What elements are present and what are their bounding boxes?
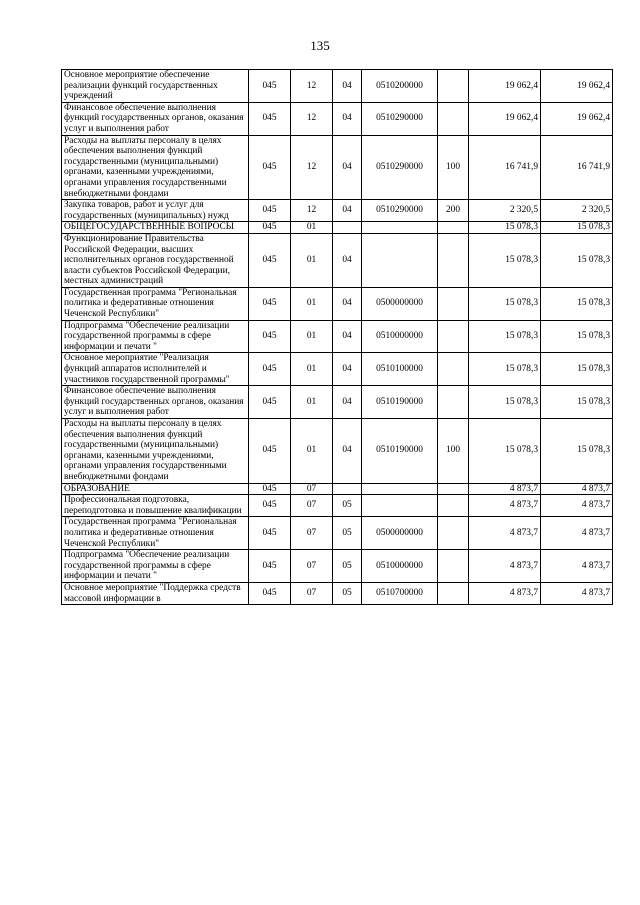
row-expense-type <box>438 233 469 287</box>
row-subsection-code: 04 <box>333 419 362 484</box>
row-gr-code: 045 <box>249 386 291 419</box>
row-sum-1: 19 062,4 <box>469 70 541 103</box>
row-sum-2: 16 741,9 <box>541 135 613 200</box>
row-expense-type <box>438 483 469 495</box>
row-sum-2: 15 078,3 <box>541 233 613 287</box>
row-name: Финансовое обеспечение выполнения функций государственных органов, оказания услуг и выполнения работ <box>62 386 249 419</box>
row-target-article <box>362 495 438 517</box>
row-sum-1: 19 062,4 <box>469 102 541 135</box>
table-row <box>62 550 613 583</box>
row-sum-2: 15 078,3 <box>541 386 613 419</box>
row-subsection-code: 04 <box>333 102 362 135</box>
row-subsection-code: 04 <box>333 386 362 419</box>
table-row <box>62 353 613 386</box>
row-gr-code: 045 <box>249 550 291 583</box>
row-sum-2: 4 873,7 <box>541 495 613 517</box>
row-name: Основное мероприятие "Реализация функций аппаратов исполнителей и участников государственной программы" <box>62 353 249 386</box>
row-sum-2: 4 873,7 <box>541 550 613 583</box>
row-target-article <box>362 222 438 234</box>
row-sum-2: 4 873,7 <box>541 483 613 495</box>
row-name: Государственная программа "Региональная политика и федеративные отношения Чеченской Республики" <box>62 517 249 550</box>
table-row <box>62 200 613 222</box>
row-subsection-code: 05 <box>333 495 362 517</box>
row-name: Расходы на выплаты персоналу в целях обеспечения выполнения функций государственными (муниципальными) органами, казенными учреждениями, органами управления государственными внебюджетными фондами <box>62 135 249 200</box>
table-row <box>62 233 613 287</box>
table-row <box>62 386 613 419</box>
row-subsection-code: 04 <box>333 200 362 222</box>
row-expense-type <box>438 102 469 135</box>
row-expense-type <box>438 582 469 604</box>
row-name: Основное мероприятие обеспечение реализации функций государственных учреждений <box>62 70 249 103</box>
row-name: ОБРАЗОВАНИЕ <box>62 483 249 495</box>
row-section-code: 12 <box>291 102 333 135</box>
row-sum-1: 15 078,3 <box>469 419 541 484</box>
row-name: Закупка товаров, работ и услуг для государственных (муниципальных) нужд <box>62 200 249 222</box>
row-gr-code: 045 <box>249 353 291 386</box>
row-section-code: 01 <box>291 386 333 419</box>
row-section-code: 01 <box>291 222 333 234</box>
row-section-code: 01 <box>291 287 333 320</box>
row-section-code: 07 <box>291 517 333 550</box>
row-target-article <box>362 483 438 495</box>
row-sum-1: 15 078,3 <box>469 353 541 386</box>
row-target-article: 0500000000 <box>362 517 438 550</box>
row-expense-type <box>438 353 469 386</box>
row-target-article: 0510290000 <box>362 102 438 135</box>
row-target-article: 0510700000 <box>362 582 438 604</box>
row-name: Функционирование Правительства Российской Федерации, высших исполнительных органов государственной власти субъектов Российской Федерации, местных администраций <box>62 233 249 287</box>
row-subsection-code: 04 <box>333 353 362 386</box>
row-name: Государственная программа "Региональная политика и федеративные отношения Чеченской Республики" <box>62 287 249 320</box>
row-name: Финансовое обеспечение выполнения функций государственных органов, оказания услуг и выполнения работ <box>62 102 249 135</box>
row-target-article: 0510100000 <box>362 353 438 386</box>
row-sum-2: 15 078,3 <box>541 222 613 234</box>
row-sum-2: 4 873,7 <box>541 517 613 550</box>
table-row <box>62 102 613 135</box>
row-sum-2: 15 078,3 <box>541 353 613 386</box>
row-target-article: 0510190000 <box>362 386 438 419</box>
row-target-article: 0500000000 <box>362 287 438 320</box>
row-section-code: 01 <box>291 353 333 386</box>
row-gr-code: 045 <box>249 233 291 287</box>
row-subsection-code: 04 <box>333 70 362 103</box>
row-section-code: 12 <box>291 70 333 103</box>
table-row <box>62 70 613 103</box>
row-gr-code: 045 <box>249 517 291 550</box>
row-target-article: 0510290000 <box>362 135 438 200</box>
row-sum-1: 4 873,7 <box>469 495 541 517</box>
row-subsection-code: 05 <box>333 517 362 550</box>
table-row <box>62 135 613 200</box>
row-expense-type <box>438 517 469 550</box>
row-target-article <box>362 233 438 287</box>
row-subsection-code: 05 <box>333 550 362 583</box>
row-gr-code: 045 <box>249 483 291 495</box>
row-name: Подпрограмма "Обеспечение реализации государственной программы в сфере информации и печати " <box>62 550 249 583</box>
row-gr-code: 045 <box>249 495 291 517</box>
row-expense-type <box>438 386 469 419</box>
row-sum-1: 4 873,7 <box>469 550 541 583</box>
row-sum-1: 15 078,3 <box>469 222 541 234</box>
table-row <box>62 419 613 484</box>
row-name: ОБЩЕГОСУДАРСТВЕННЫЕ ВОПРОСЫ <box>62 222 249 234</box>
table-row <box>62 517 613 550</box>
row-subsection-code: 04 <box>333 287 362 320</box>
row-sum-1: 4 873,7 <box>469 517 541 550</box>
row-section-code: 07 <box>291 483 333 495</box>
row-section-code: 12 <box>291 135 333 200</box>
row-sum-1: 4 873,7 <box>469 582 541 604</box>
row-name: Профессиональная подготовка, переподготовка и повышение квалификации <box>62 495 249 517</box>
row-subsection-code <box>333 483 362 495</box>
row-subsection-code: 04 <box>333 320 362 353</box>
row-sum-2: 15 078,3 <box>541 287 613 320</box>
row-expense-type <box>438 550 469 583</box>
row-name: Основное мероприятие "Поддержка средств массовой информации в <box>62 582 249 604</box>
row-sum-1: 15 078,3 <box>469 233 541 287</box>
budget-table <box>61 69 613 605</box>
row-sum-1: 15 078,3 <box>469 287 541 320</box>
row-sum-1: 15 078,3 <box>469 320 541 353</box>
row-name: Подпрограмма "Обеспечение реализации государственной программы в сфере информации и печати " <box>62 320 249 353</box>
row-section-code: 07 <box>291 495 333 517</box>
row-sum-2: 4 873,7 <box>541 582 613 604</box>
row-sum-1: 15 078,3 <box>469 386 541 419</box>
row-sum-2: 19 062,4 <box>541 70 613 103</box>
table-row <box>62 495 613 517</box>
row-section-code: 01 <box>291 233 333 287</box>
row-gr-code: 045 <box>249 70 291 103</box>
page-number: 135 <box>310 38 330 53</box>
row-sum-1: 2 320,5 <box>469 200 541 222</box>
row-target-article: 0510190000 <box>362 419 438 484</box>
row-gr-code: 045 <box>249 135 291 200</box>
row-name: Расходы на выплаты персоналу в целях обеспечения выполнения функций государственными (муниципальными) органами, казенными учреждениями, органами управления государственными внебюджетными фондами <box>62 419 249 484</box>
row-gr-code: 045 <box>249 582 291 604</box>
row-section-code: 12 <box>291 200 333 222</box>
row-sum-1: 16 741,9 <box>469 135 541 200</box>
row-expense-type: 200 <box>438 200 469 222</box>
row-expense-type <box>438 320 469 353</box>
row-subsection-code <box>333 222 362 234</box>
row-target-article: 0510000000 <box>362 550 438 583</box>
row-section-code: 07 <box>291 582 333 604</box>
row-target-article: 0510200000 <box>362 70 438 103</box>
row-sum-2: 15 078,3 <box>541 320 613 353</box>
row-section-code: 07 <box>291 550 333 583</box>
row-gr-code: 045 <box>249 222 291 234</box>
row-subsection-code: 04 <box>333 233 362 287</box>
row-sum-2: 15 078,3 <box>541 419 613 484</box>
row-expense-type <box>438 495 469 517</box>
table-row <box>62 483 613 495</box>
row-gr-code: 045 <box>249 102 291 135</box>
row-subsection-code: 04 <box>333 135 362 200</box>
table-row <box>62 320 613 353</box>
row-gr-code: 045 <box>249 200 291 222</box>
row-expense-type: 100 <box>438 135 469 200</box>
budget-table-body <box>62 70 613 605</box>
row-expense-type: 100 <box>438 419 469 484</box>
row-gr-code: 045 <box>249 287 291 320</box>
row-expense-type <box>438 70 469 103</box>
row-expense-type <box>438 287 469 320</box>
row-target-article: 0510000000 <box>362 320 438 353</box>
row-gr-code: 045 <box>249 320 291 353</box>
table-row <box>62 222 613 234</box>
row-section-code: 01 <box>291 320 333 353</box>
table-row <box>62 582 613 604</box>
row-expense-type <box>438 222 469 234</box>
row-sum-2: 2 320,5 <box>541 200 613 222</box>
row-sum-2: 19 062,4 <box>541 102 613 135</box>
row-section-code: 01 <box>291 419 333 484</box>
row-sum-1: 4 873,7 <box>469 483 541 495</box>
row-gr-code: 045 <box>249 419 291 484</box>
row-subsection-code: 05 <box>333 582 362 604</box>
row-target-article: 0510290000 <box>362 200 438 222</box>
table-row <box>62 287 613 320</box>
